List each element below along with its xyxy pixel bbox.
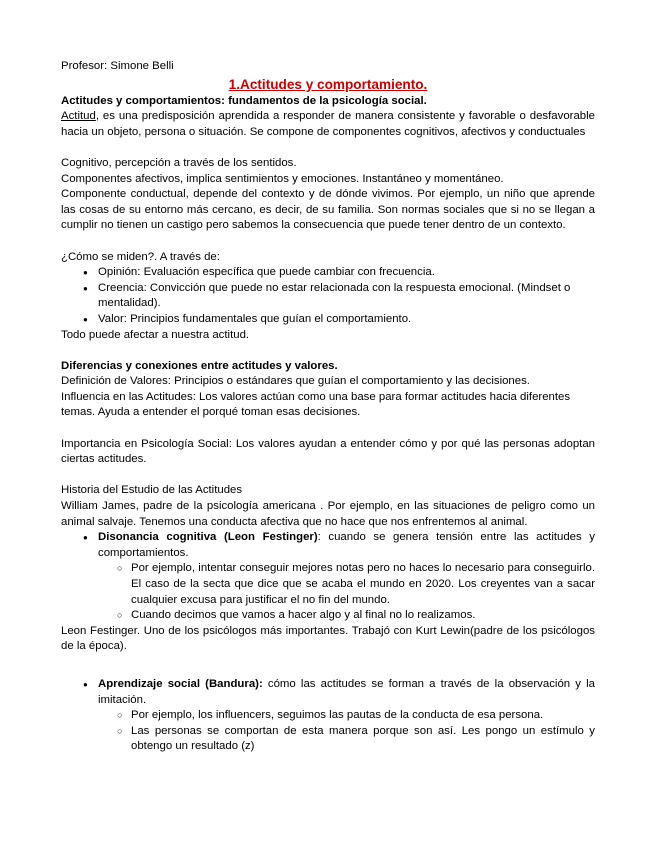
list-item: ● Aprendizaje social (Bandura): cómo las actitudes se forman a través de la observación y la imitación. ○ Por ejemplo, los influencers, seguimos las pautas de la conducta de esa persona. ○ Las personas se comportan de esta manera porque son así. Les pongo un estímulo y obtengo un resultado (z) [61,677,595,755]
disonancia-sublist [61,561,595,623]
list-item: ○ Las personas se comportan de esta manera porque son así. Les pongo un estímulo y obtengo un resultado (z) [61,724,595,755]
aprendizaje-list [61,677,595,755]
closing-paragraph: Todo puede afectar a nuestra actitud. [61,328,250,341]
list-item: ○ Por ejemplo, los influencers, seguimos las pautas de la conducta de esa persona. [61,708,595,724]
disonancia-list [61,530,595,624]
professor-line: Profesor: Simone Belli [61,60,174,72]
conductual-paragraph: Componente conductual, depende del contexto y de dónde vivimos. Por ejemplo, un niño que aprende las cosas de su entorno más cercano, es decir, de su familia. Son normas sociales que si no se llegan a cumplir no tienen un castigo pero sabemos la consecuencia que puede tener dentro de un contexto. [61,188,595,232]
leon-festinger-paragraph: Leon Festinger. Uno de los psicólogos más importantes. Trabajó con Kurt Lewin(padre de los psicólogos de la época). [61,624,595,653]
list-item: ○ Cuando decimos que vamos a hacer algo y al final no lo realizamos. [61,608,595,624]
list-item: ● Disonancia cognitiva (Leon Festinger): cuando se genera tensión entre las actitudes y comportamientos. ○ Por ejemplo, intentar conseguir mejores notas pero no haces lo necesario para conseguirlo. El caso de la secta que dice que se acaba el mundo en 2020. Los creyentes van a sacar cualquier excusa para justificar el no fin del mundo. ○ Cuando decimos que vamos a hacer algo y al final no lo realizamos. [61,530,595,624]
section2-heading: Diferencias y conexiones entre actitudes y valores. [61,359,338,372]
section1-heading: Actitudes y comportamientos: fundamentos de la psicología social. [61,94,427,107]
cognitivo-paragraph: Cognitivo, percepción a través de los sentidos. [61,156,297,169]
aprendizaje-sublist [61,708,595,755]
afectivos-paragraph: Componentes afectivos, implica sentimientos y emociones. Instantáneo y momentáneo. [61,172,504,185]
list-item: ● Opinión: Evaluación específica que puede cambiar con frecuencia. [61,265,595,281]
actitud-term: Actitud [61,110,96,123]
actitud-definition: Actitud, es una predisposición aprendida a responder de manera consistente y favorable o desfavorable hacia un objeto, persona o situación. Se compone de componentes cognitivos, afectivos y conductuales [61,110,595,138]
valores-influencia: Influencia en las Actitudes: Los valores actúan como una base para formar actitudes hacia diferentes temas. Ayuda a entender el porqué toman esas decisiones. [61,390,571,419]
document-title: 1.Actitudes y comportamiento. [228,76,428,92]
list-item: ○ Por ejemplo, intentar conseguir mejores notas pero no haces lo necesario para conseguirlo. El caso de la secta que dice que se acaba el mundo en 2020. Los creyentes van a sacar cualquier excusa para justificar el no fin del mundo. [61,561,595,608]
list-item: ● Valor: Principios fundamentales que guían el comportamiento. [61,312,595,328]
list-item: ● Creencia: Convicción que puede no estar relacionada con la respuesta emocional. (Mindset o mentalidad). [61,281,595,312]
section3-heading: Historia del Estudio de las Actitudes [61,484,243,497]
valores-importancia: Importancia en Psicología Social: Los valores ayudan a entender cómo y por qué las personas adoptan ciertas actitudes. [61,437,595,466]
medir-intro: ¿Cómo se miden?. A través de: [61,250,220,263]
william-james-paragraph: William James, padre de la psicología americana . Por ejemplo, en las situaciones de peligro como un animal salvaje. Tenemos una conducta afectiva que no hace que nos enfrentemos al animal. [61,500,595,528]
medir-list [61,265,595,327]
valores-definition: Definición de Valores: Principios o estándares que guían el comportamiento y las decisiones. [61,375,530,388]
